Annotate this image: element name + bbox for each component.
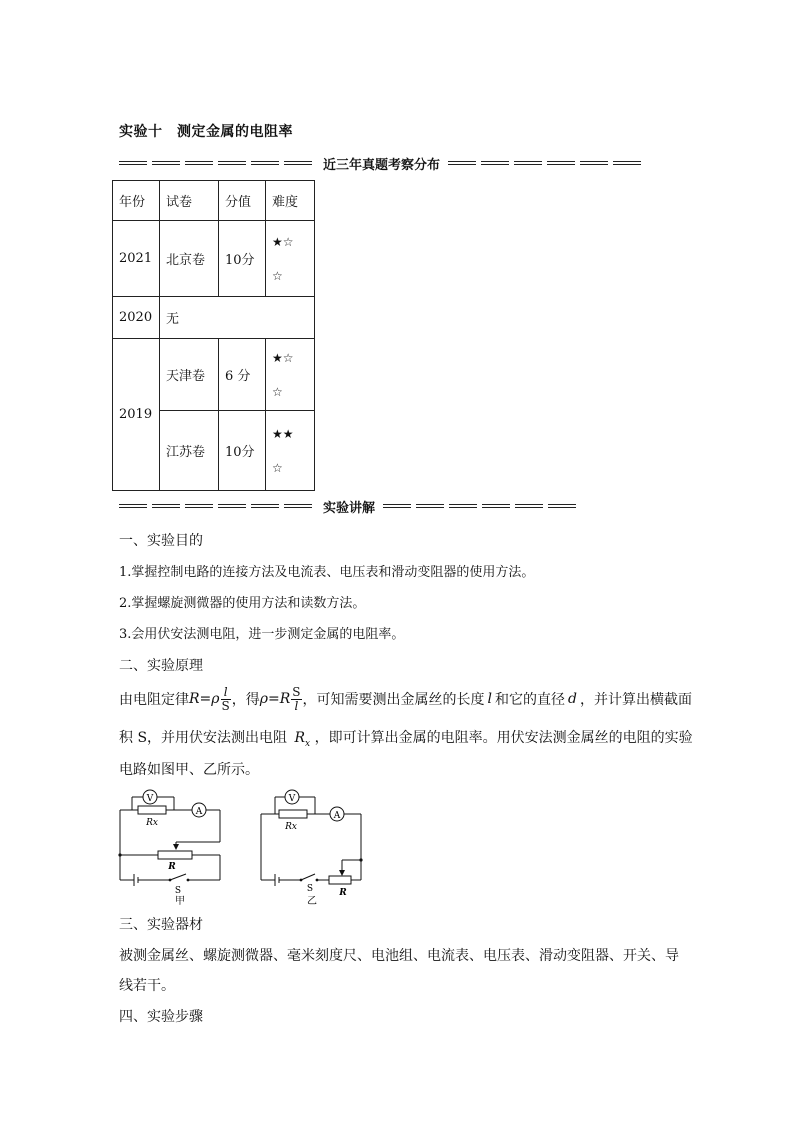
stars-line: ☆ bbox=[272, 268, 283, 283]
cell-score: 6 分 bbox=[219, 339, 266, 411]
caption-jia: 甲 bbox=[175, 896, 185, 905]
cell-score: 10分 bbox=[219, 221, 266, 297]
section-banner-explanation bbox=[119, 495, 581, 517]
banner-label-explanation: 实验讲解 bbox=[323, 500, 376, 516]
stars-line: ★★ bbox=[272, 426, 294, 441]
heading-principle: 二、实验原理 bbox=[119, 658, 203, 674]
principle-line-3: 电路如图甲、乙所示。 bbox=[119, 762, 259, 778]
cell-paper: 天津卷 bbox=[160, 339, 219, 411]
table-header-row bbox=[113, 181, 315, 221]
principle-line-1: 由电阻定律 R =ρ $\frac{l}{S}$ ，得 ρ =R $\frac{S}{l}$ ，可知需要测出金属丝的长度 l 和它的直径 d ，并计算出横截面 bbox=[119, 684, 692, 713]
stars-line: ★☆ bbox=[272, 350, 294, 365]
cell-difficulty bbox=[266, 339, 315, 411]
circuit-diagram-yi bbox=[255, 780, 370, 905]
banner-label-distribution: 近三年真题考察分布 bbox=[323, 157, 441, 173]
cell-year: 2020 bbox=[113, 297, 160, 339]
purpose-item-1: 1.掌握控制电路的连接方法及电流表、电压表和滑动变阻器的使用方法。 bbox=[119, 565, 535, 580]
equipment-line-1: 被测金属丝、螺旋测微器、毫米刻度尺、电池组、电流表、电压表、滑动变阻器、开关、导 bbox=[119, 948, 679, 964]
principle-line-2: 积 S，并用伏安法测出电阻 $R_x$ ，即可计算出金属的电阻率。用伏安法测金属丝的电阻的实验 bbox=[119, 730, 693, 749]
rx-resistor bbox=[138, 806, 166, 814]
label-a: A bbox=[195, 807, 203, 817]
cell-paper: 江苏卷 bbox=[160, 411, 219, 491]
cell-score: 10分 bbox=[219, 411, 266, 491]
stars-line: ☆ bbox=[272, 460, 283, 475]
switch-s bbox=[301, 874, 315, 880]
rheostat bbox=[158, 851, 192, 859]
label-rx: Rx bbox=[146, 818, 158, 828]
page-title: 实验十 测定金属的电阻率 bbox=[119, 124, 293, 140]
table-row bbox=[113, 339, 315, 411]
label-v: V bbox=[146, 794, 154, 804]
header-year: 年份 bbox=[113, 181, 160, 221]
label-s: S bbox=[306, 884, 314, 894]
cell-paper: 北京卷 bbox=[160, 221, 219, 297]
cell-year: 2019 bbox=[113, 339, 160, 491]
stars-line: ☆ bbox=[272, 384, 283, 399]
circuit-diagram-jia bbox=[112, 780, 242, 905]
equipment-line-2: 线若干。 bbox=[119, 978, 175, 994]
header-difficulty: 难度 bbox=[266, 181, 315, 221]
caption-yi: 乙 bbox=[307, 896, 317, 905]
stars-line: ★☆ bbox=[272, 234, 294, 249]
cell-year: 2021 bbox=[113, 221, 160, 297]
heading-purpose: 一、实验目的 bbox=[119, 533, 203, 549]
label-s: S bbox=[174, 886, 182, 896]
purpose-item-3: 3.会用伏安法测电阻，进一步测定金属的电阻率。 bbox=[119, 627, 405, 642]
rheostat bbox=[329, 876, 351, 884]
cell-difficulty bbox=[266, 221, 315, 297]
section-banner-distribution bbox=[119, 152, 646, 174]
fraction-s-over-l: $\frac{S}{l}$ bbox=[292, 684, 301, 713]
label-a: A bbox=[333, 811, 341, 821]
label-r: R bbox=[168, 862, 176, 872]
header-paper: 试卷 bbox=[160, 181, 219, 221]
label-rx: Rx bbox=[285, 822, 297, 832]
switch-s bbox=[170, 874, 186, 880]
rx-resistor bbox=[279, 810, 307, 818]
fraction-l-over-s: $\frac{l}{S}$ bbox=[221, 684, 230, 713]
label-r: R bbox=[339, 888, 347, 898]
label-v: V bbox=[288, 794, 296, 804]
cell-none: 无 bbox=[160, 297, 315, 339]
purpose-item-2: 2.掌握螺旋测微器的使用方法和读数方法。 bbox=[119, 596, 366, 611]
heading-steps: 四、实验步骤 bbox=[119, 1009, 203, 1025]
cell-difficulty bbox=[266, 411, 315, 491]
table-row bbox=[113, 297, 315, 339]
heading-equipment: 三、实验器材 bbox=[119, 917, 203, 933]
table-row bbox=[113, 221, 315, 297]
exam-distribution-table bbox=[112, 180, 315, 491]
header-score: 分值 bbox=[219, 181, 266, 221]
